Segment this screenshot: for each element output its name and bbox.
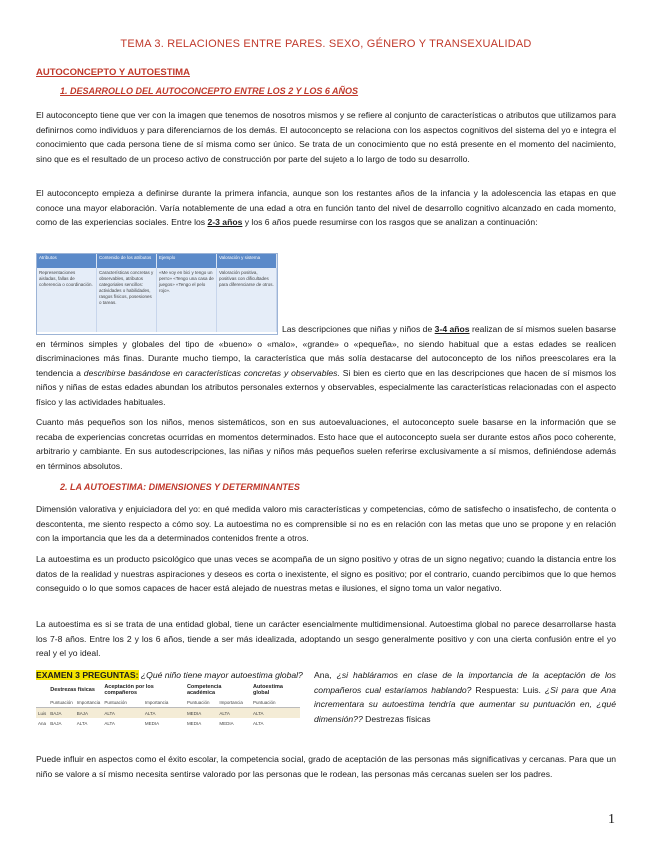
paragraph-1: El autoconcepto tiene que ver con la imagen que tenemos de nosotros mismos y se refiere al conjunto de características o atributos que utilizamos para definirnos como individuos y para diferenciarnos de los demás. El autoconcepto se relaciona con los aspectos cognitivos del sistema del yo e integra el conocimiento que cada persona tiene de sí misma como ser único. Se trata de un conocimiento que no está presente en el momento del nacimiento, sino que es el resultado de un proceso activo de construcción por parte del sujeto a lo largo de todo su desarrollo. <box>36 110 616 164</box>
table-header: Destrezas físicas <box>50 687 95 693</box>
table-cell: MEDIA <box>143 718 185 728</box>
table-cell: Importancia <box>143 697 185 708</box>
table-cell: Representaciones aisladas, fallas de coherencia o coordinación. <box>37 268 97 332</box>
document-title: TEMA 3. RELACIONES ENTRE PARES. SEXO, GÉNERO Y TRANSEXUALIDAD <box>120 38 532 50</box>
paragraph-4: Cuanto más pequeños son los niños, menos sistemáticos, son en sus autoevaluaciones, el autoconcepto suele basarse en la información que se recaba de experiencias concretas ocurridas en momentos determinados. Esto hace que el autoconcepto suela ser durante estos años poco coherente, arbitrario y cambiante. En sus autodescripciones, las niñas y niños más pequeños suelen referirse exclusivamente a sí mismos, definiéndose además en términos absolutos. <box>36 417 616 471</box>
table-header: Ejemplo <box>157 254 217 268</box>
section-heading: AUTOCONCEPTO Y AUTOESTIMA <box>36 67 190 78</box>
exam-line: EXAMEN 3 PREGUNTAS: ¿Qué niño tiene mayor autoestima global? <box>36 670 303 680</box>
table-header: Valoración y sistema <box>217 254 277 268</box>
table-cell: Luis <box>36 708 48 719</box>
table-cell: Puntuación <box>185 697 217 708</box>
table-cell: ALTA <box>102 718 143 728</box>
table-cell <box>36 697 48 708</box>
table-header: Atributos <box>37 254 97 268</box>
table-cell: Puntuación <box>48 697 75 708</box>
table-header: Competencia académica <box>186 684 222 696</box>
table-cell: Ana <box>36 718 48 728</box>
paragraph-8: Puede influir en aspectos como el éxito escolar, la competencia social, grado de aceptación de las personas más significativas y cercanas. Para que un niño se valore a sí mismo necesita sentirse valorado por las personas que le rodean, las personas más cercanas suelen ser los padres. <box>36 754 616 779</box>
table-cell: Valoración positiva, positivas con dificultades para diferenciarse de otros. <box>217 268 277 332</box>
self-esteem-table <box>36 683 300 733</box>
table-cell: BAJA <box>75 708 103 719</box>
table-cell: MEDIA <box>217 718 251 728</box>
table-cell: Puntuación <box>251 697 300 708</box>
table-cell: MEDIA <box>185 718 217 728</box>
table-cell: ALTA <box>75 718 103 728</box>
table-cell: Importancia <box>217 697 251 708</box>
table-row <box>36 718 300 728</box>
table-header: Autoestima global <box>252 684 283 696</box>
table-cell: BAJA <box>48 718 75 728</box>
page-number: 1 <box>608 812 615 827</box>
paragraph-3: Las descripciones que niñas y niños de 3-4 años realizan de sí mismos suelen basarse en términos simples y globales del tipo de «bueno» o «malo», «grande» o «pequeña», no siendo habitual que a estas edades se realicen discriminaciones más finas. Durante mucho tiempo, la característica que más solía destacarse del autoconcepto de los niños preescolares era la tendencia a describirse basándose en características concretas y observables. Si bien es cierto que en las descripciones que hacen de sí mismos los niños y niñas de estas edades abundan los atributos personales externos y observables, especialmente las características relacionadas con el aspecto físico y las actividades habituales. <box>36 324 617 407</box>
table-cell: Características concretas y observables, atributos categoriales sencillos: actividades o habilidades, rasgos físicos, posesiones o tareas. <box>97 268 157 332</box>
table-cell: BAJA <box>48 708 75 719</box>
subsection-heading-1: 1. DESARROLLO DEL AUTOCONCEPTO ENTRE LOS 2 Y LOS 6 AÑOS <box>60 86 359 96</box>
paragraph-7: La autoestima es si se trata de una entidad global, tiene un carácter esencialmente multidimensional. Autoestima global no parece desarrollarse hasta los 7-8 años. Entre los 2 y los 6 años, tiende a ser más idealizada, adoptando un sesgo generalmente positivo y con una cierta confusión entre el yo real y el yo ideal. <box>36 619 616 659</box>
paragraph-2: El autoconcepto empieza a definirse durante la primera infancia, aunque son los restantes años de la infancia y la adolescencia las etapas en que conoce una mayor elaboración. Varía notablemente de una edad a otra en función tanto del nivel de desarrollo cognitivo alcanzado en cada momento, como de las experiencias sociales. Entre los 2-3 años y los 6 años puede resumirse con los rasgos que se analizan a continuación: <box>36 188 616 228</box>
table-cell: ALTA <box>251 708 300 719</box>
table-header <box>36 683 48 697</box>
table-cell: ALTA <box>102 708 143 719</box>
table-cell: Importancia <box>75 697 103 708</box>
table-cell: MEDIA <box>185 708 217 719</box>
table-header: Aceptación por los compañeros <box>104 684 154 696</box>
table-cell: Puntuación <box>102 697 143 708</box>
table-row <box>36 708 300 719</box>
exam-questions: Ana, ¿si habláramos en clase de la importancia de la aceptación de los compañeros cual estaríamos hablando? Respuesta: Luis. ¿Si para que Ana incrementara su autoestima tendría que aumentar su puntuación en, ¿qué dimensión?? Destrezas físicas <box>314 670 616 724</box>
table-cell: «Me voy en bici y tengo un perro» «Tengo una casa de juegos» «Tengo el pelo rojo». <box>157 268 217 332</box>
exam-label: EXAMEN 3 PREGUNTAS: <box>36 670 139 680</box>
paragraph-6: La autoestima es un producto psicológico que unas veces se acompaña de un signo positivo y otras de un signo negativo; cuando la distancia entre los datos de la realidad y nuestras aspiraciones y deseos es corta o inexistente, el signo es positivo; por el contrario, cuando percibimos que lo que hemos conseguido o lo que somos capaces de hacer está alejado de nuestras metas e ilusiones, el signo toma un valor negativo. <box>36 554 616 594</box>
paragraph-5: Dimensión valorativa y enjuiciadora del yo: en qué medida valoro mis características y competencias, cómo de satisfecho o insatisfecho, de contenta o descontenta, me siento respecto a cómo soy. La autoestima no es comprensible si no es en relación con las metas que uno se propone y en relación con la importancia que les da a determinados contenidos frente a otros. <box>36 504 616 544</box>
table-cell: ALTA <box>217 708 251 719</box>
subsection-heading-2: 2. LA AUTOESTIMA: DIMENSIONES Y DETERMINANTES <box>60 482 300 492</box>
table-header: Contenido de los atributos <box>97 254 157 268</box>
table-cell: ALTA <box>143 708 185 719</box>
table-cell: ALTA <box>251 718 300 728</box>
